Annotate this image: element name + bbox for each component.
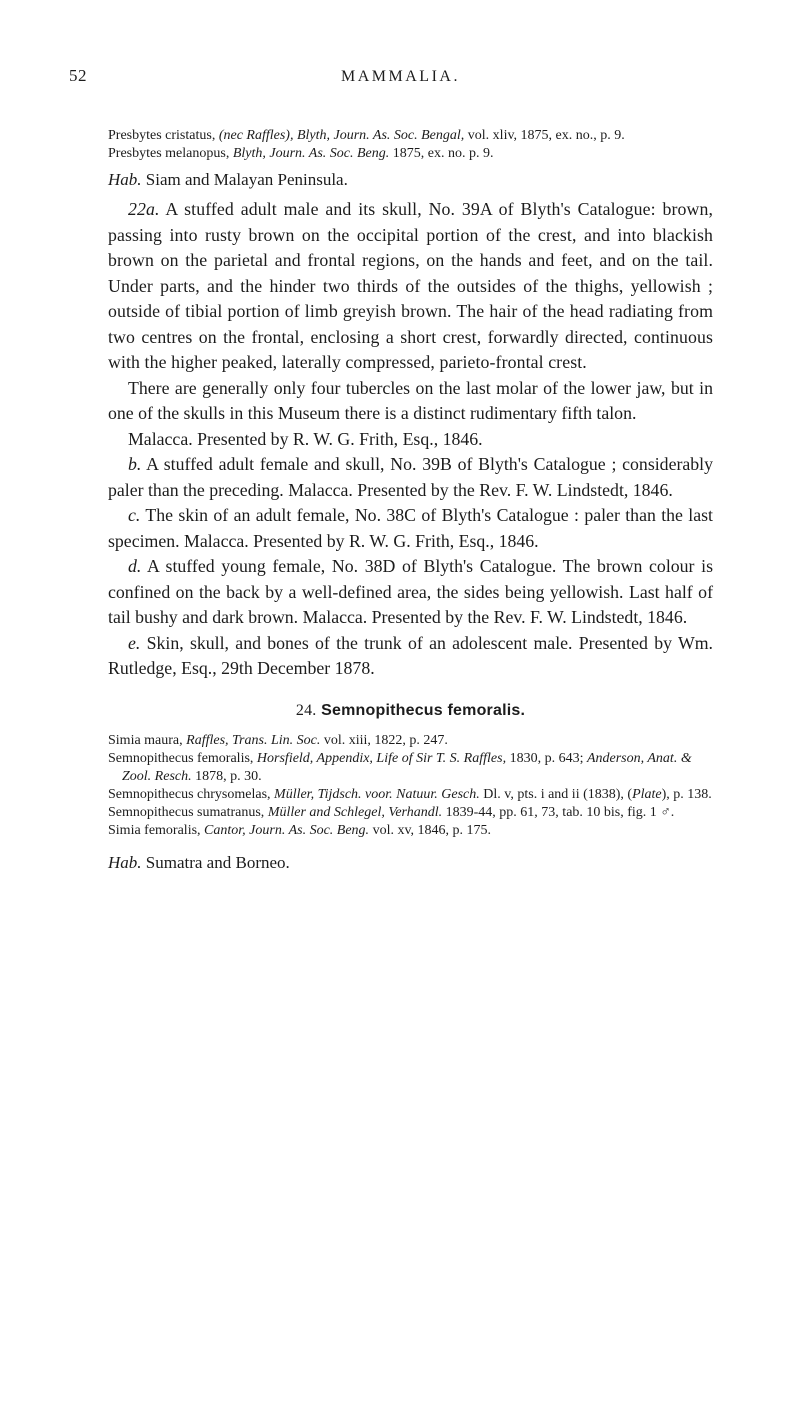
synonym-entry: Presbytes cristatus, (nec Raffles), Blyth, Journ. As. Soc. Bengal, vol. xliv, 1875, ex. no., p. 9. xyxy=(108,128,625,143)
page-content xyxy=(108,127,713,880)
specimen-paragraph: 22a. A stuffed adult male and its skull, No. 39A of Blyth's Catalogue: brown, passing into rusty brown on the occipital portion of the crest, and into blackish brown on the parietal and frontal regions, on the hands and feet, and on the tail. Under parts, and the hinder two thirds of the outsides of the thighs, yellowish ; outside of tibial portion of limb greyish brown. The hair of the head radiating from two centres on the frontal, enclosing a short crest, forwardly directed, continuous with the higher peaked, laterally compressed, parieto-frontal crest. xyxy=(108,199,713,372)
habitat-line: Hab. Sumatra and Borneo. xyxy=(108,852,290,872)
running-head: MAMMALIA. xyxy=(341,68,460,85)
page-number: 52 xyxy=(69,66,87,85)
specimen-paragraph: c. The skin of an adult female, No. 38C of Blyth's Catalogue : paler than the last specimen. Malacca. Presented by R. W. G. Frith, Esq., 1846. xyxy=(108,505,713,551)
habitat-line: Hab. Siam and Malayan Peninsula. xyxy=(108,170,348,189)
specimen-paragraph: There are generally only four tubercles on the last molar of the lower jaw, but in one of the skulls in this Museum there is a distinct rudimentary fifth talon. xyxy=(108,377,713,423)
specimen-paragraph: d. A stuffed young female, No. 38D of Blyth's Catalogue. The brown colour is confined on the back by a well-defined area, the sides being yellowish. Last half of tail bushy and dark brown. Malacca. Presented by the Rev. F. W. Lindstedt, 1846. xyxy=(108,556,713,627)
synonym-entry: Semnopithecus sumatranus, Müller and Schlegel, Verhandl. 1839-44, pp. 61, 73, tab. 10 bis, fig. 1 ♂. xyxy=(108,804,675,820)
synonym-entry: Presbytes melanopus, Blyth, Journ. As. Soc. Beng. 1875, ex. no. p. 9. xyxy=(108,146,494,161)
specimen-paragraph: b. A stuffed adult female and skull, No. 39B of Blyth's Catalogue ; considerably paler than the preceding. Malacca. Presented by the Rev. F. W. Lindstedt, 1846. xyxy=(108,454,713,500)
specimen-paragraph: e. Skin, skull, and bones of the trunk of an adolescent male. Presented by Wm. Rutledge, Esq., 29th December 1878. xyxy=(108,632,713,678)
synonym-entry: Semnopithecus femoralis, Horsfield, Appendix, Life of Sir T. S. Raffles, 1830, p. 643; Anderson, Anat. & Zool. Resch. 1878, p. 30. xyxy=(108,750,692,784)
synonym-entry: Simia maura, Raffles, Trans. Lin. Soc. vol. xiii, 1822, p. 247. xyxy=(108,732,448,748)
species-heading: 24. Semnopithecus femoralis. xyxy=(295,701,526,719)
synonym-entry: Semnopithecus chrysomelas, Müller, Tijdsch. voor. Natuur. Gesch. Dl. v, pts. i and ii (1838), (Plate), p. 138. xyxy=(108,786,712,802)
specimen-paragraph: Malacca. Presented by R. W. G. Frith, Esq., 1846. xyxy=(128,428,483,449)
synonym-entry: Simia femoralis, Cantor, Journ. As. Soc. Beng. vol. xv, 1846, p. 175. xyxy=(108,822,492,838)
